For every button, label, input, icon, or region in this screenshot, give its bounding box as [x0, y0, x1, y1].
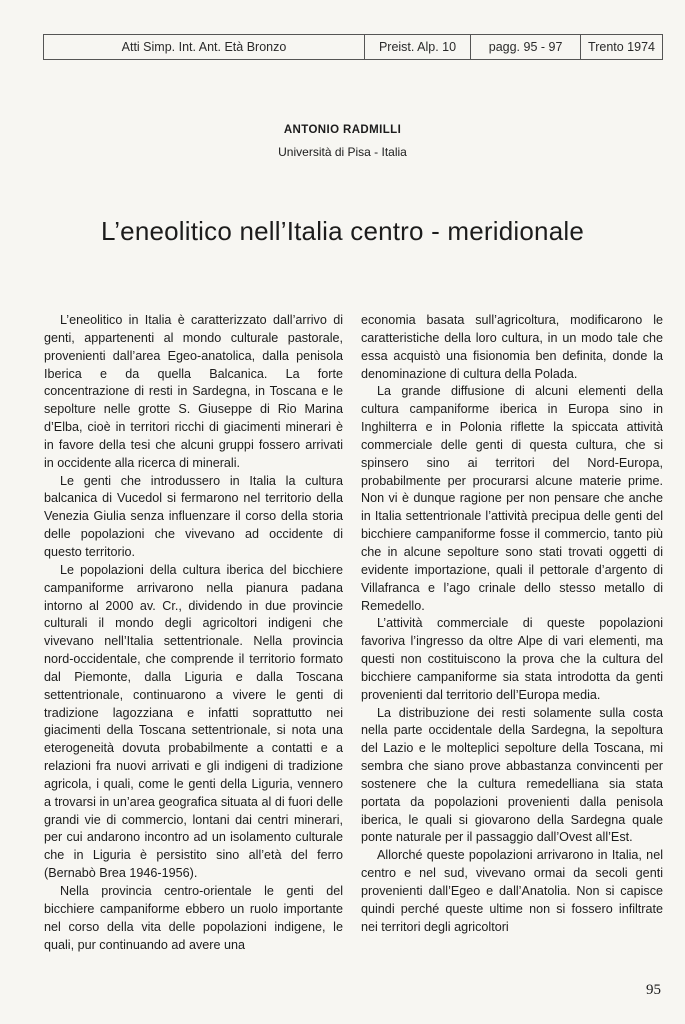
page-range: pagg. 95 - 97 — [488, 40, 563, 54]
right-column — [361, 312, 663, 937]
paragraph: La grande diffusione di alcuni elementi della cultura campaniforme iberica in Europa sino in Inghilterra e in Polonia riflette la spiccata attività commerciale delle genti di questa cultura, che si spinsero sino ai territori del Nord-Europa, probabilmente per procurarsi alcune materie prime. Non vi è dunque ragione per non pensare che anche in Italia settentrionale l’attività precipua delle genti del bicchiere campaniforme fosse il commercio, tanto più che in alcune sepolture sono stati trovati oggetti di evidente importazione, quali il pettorale d’argento di Villafranca e l’ago crinale dello stesso metallo di Remedello. — [361, 384, 663, 613]
paragraph: Le genti che introdussero in Italia la cultura balcanica di Vucedol si fermarono nel territorio della Venezia Giulia senza influenzare il corso della storia delle popolazioni che vivevano ad occidente di questo territorio. — [44, 473, 343, 559]
paragraph: economia basata sull’agricoltura, modificarono le caratteristiche della loro cultura, in un modo tale che essa acquistò una fisionomia ben definita, donde la denominazione di cultura della Polada. — [361, 313, 663, 381]
series-volume: Preist. Alp. 10 — [378, 40, 457, 54]
left-column — [44, 312, 343, 954]
proceedings-title: Atti Simp. Int. Ant. Età Bronzo — [121, 40, 287, 54]
paragraph: Allorché queste popolazioni arrivarono in Italia, nel centro e nel sud, vivevano ormai da secoli genti provenienti dall’Egeo e dall’Anatolia. Non si capisce quindi perché queste ultime non si fossero infiltrate nei territori degli agricoltori — [361, 848, 663, 934]
publication-header — [43, 34, 663, 60]
paragraph: Nella provincia centro-orientale le genti del bicchiere campaniforme ebbero un ruolo importante nel corso della vita delle popolazioni indigene, le quali, pur continuando ad avere una — [44, 884, 343, 952]
paragraph: Le popolazioni della cultura iberica del bicchiere campaniforme arrivarono nella pianura padana intorno al 2000 av. Cr., dividendo in due provincie culturali il mondo degli agricoltori indigeni che vivevano nell’Italia settentrionale. Nella provincia nord-occidentale, che comprende il territorio formato dal Piemonte, dalla Liguria e dalla Toscana settentrionale, continuarono a vivere le genti di tradizione lagozziana e infatti soprattutto nei giacimenti della Toscana settentrionale, si nota una eterogeneità dovuta probabilmente a contatti e a relazioni fra nuovi arrivati e gli indigeni di tradizione agricola, i quali, come le genti della Liguria, vennero a trovarsi in un’area geografica situata al di fuori delle grandi vie di commercio, lontani dai centri minerari, per cui andarono incontro ad un isolamento culturale che in Liguria è persistito sino all’età del ferro (Bernabò Brea 1946-1956). — [44, 562, 343, 881]
place-year: Trento 1974 — [588, 40, 655, 54]
author-affiliation: Università di Pisa - Italia — [278, 145, 407, 159]
page-number: 95 — [646, 982, 661, 998]
paragraph: La distribuzione dei resti solamente sulla costa nella parte occidentale della Sardegna, la sepoltura del Lazio e le molteplici sepolture della Toscana, mi sembra che siano prove abbastanza convincenti per sostenere che la cultura remedelliana sia stata portata da popolazioni provenienti dalla penisola iberica, le quali si giovarono della Sardegna quale ponte naturale per il passaggio dall’Ovest all’Est. — [361, 705, 663, 845]
paragraph: L’eneolitico in Italia è caratterizzato dall’arrivo di genti, appartenenti al mondo culturale pastorale, provenienti dall’area Egeo-anatolica, dalla penisola Iberica e da quella Balcanica. La forte concentrazione di resti in Sardegna, in Toscana e le sepolture nelle grotte S. Giuseppe di Rio Marina d’Elba, cioè in territori ricchi di giacimenti minerari è in favore della tesi che alcuni gruppi fossero arrivati in occidente alla ricerca di minerali. — [44, 313, 343, 470]
author-name: ANTONIO RADMILLI — [283, 124, 402, 136]
article-title: L’eneolitico nell’Italia centro - meridionale — [100, 216, 585, 246]
paragraph: L’attività commerciale di queste popolazioni favoriva l’ingresso da oltre Alpe di vari elementi, ma questi non costituiscono la prova che la cultura del bicchiere campaniforme sia stata introdotta da genti provenienti dal territorio dell’Europa media. — [361, 616, 663, 702]
